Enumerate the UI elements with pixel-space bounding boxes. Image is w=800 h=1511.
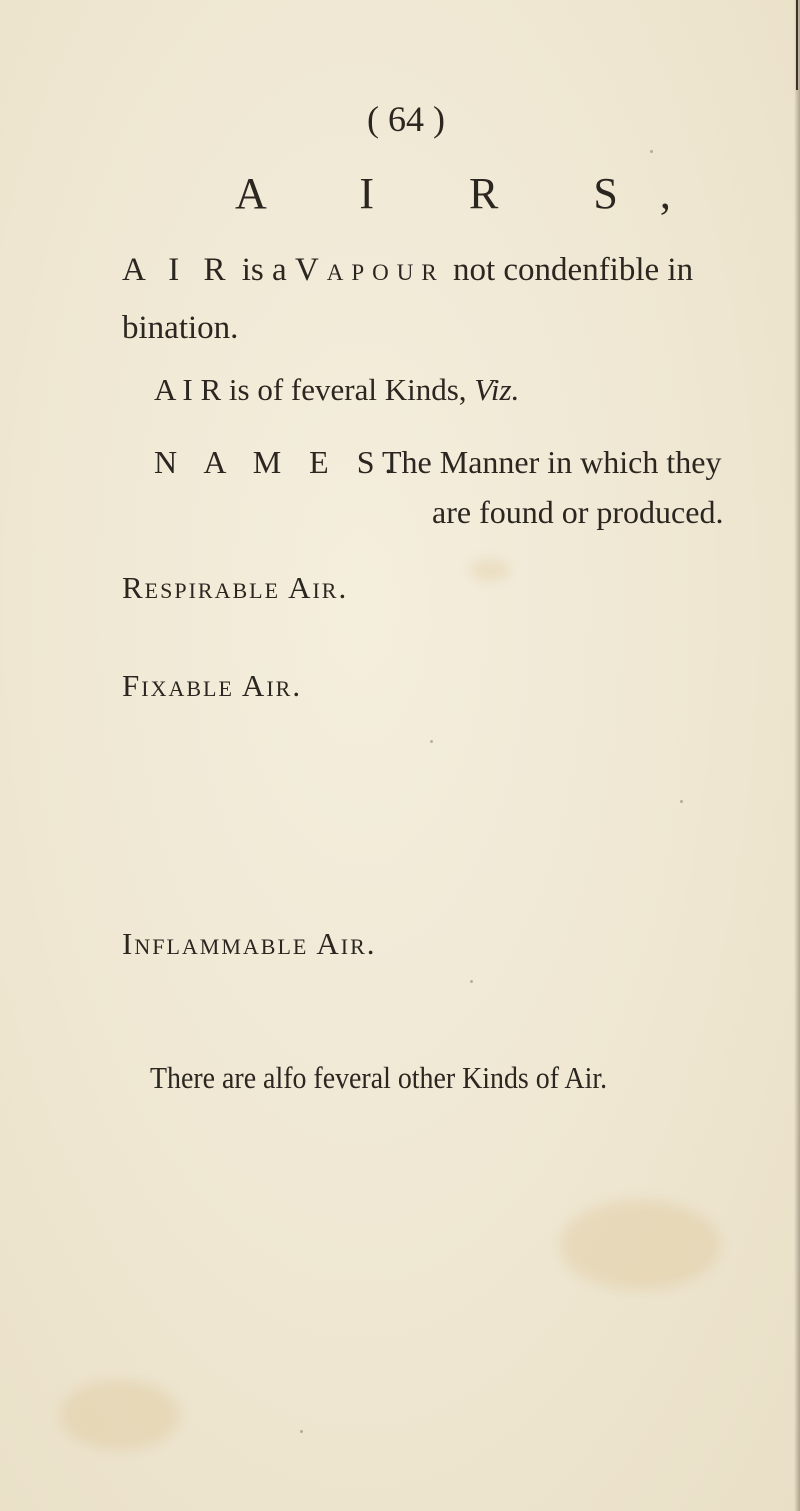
paper-speck	[300, 1430, 303, 1433]
paper-stain	[470, 560, 510, 580]
paper-speck	[430, 740, 433, 743]
closing-line: There are alfo feveral other Kinds of Air.	[150, 1060, 608, 1095]
intro-text-end: not condenfible in	[444, 252, 694, 288]
page-title: A I R S,	[235, 169, 713, 218]
intro-caps-air: A I R	[122, 252, 234, 288]
kind-fixable-air: Fixable Air.	[122, 668, 303, 703]
kinds-text: A I R is of feveral Kinds,	[154, 372, 475, 407]
manner-column-header-line-1: The Manner in which they	[382, 444, 722, 480]
names-column-header: N A M E S.	[154, 444, 403, 480]
intro-caps-vapour: Vapour	[294, 252, 445, 288]
paper-stain	[560, 1200, 720, 1290]
page-edge-line	[796, 0, 798, 90]
intro-text-mid: is a	[233, 252, 295, 288]
intro-line-1	[122, 252, 693, 289]
kinds-line	[154, 372, 519, 408]
page-number: ( 64 )	[367, 99, 445, 139]
kinds-viz: Viz.	[474, 372, 520, 407]
page-edge-shadow	[794, 0, 800, 1511]
manner-column-header-line-2: are found or produced.	[432, 494, 724, 530]
paper-speck	[470, 980, 473, 983]
intro-line-2: bination.	[122, 310, 239, 346]
paper-speck	[680, 800, 683, 803]
kind-inflammable-air: Inflammable Air.	[122, 926, 377, 961]
kind-respirable-air: Respirable Air.	[122, 570, 349, 605]
paper-speck	[650, 150, 653, 153]
paper-stain	[60, 1380, 180, 1450]
